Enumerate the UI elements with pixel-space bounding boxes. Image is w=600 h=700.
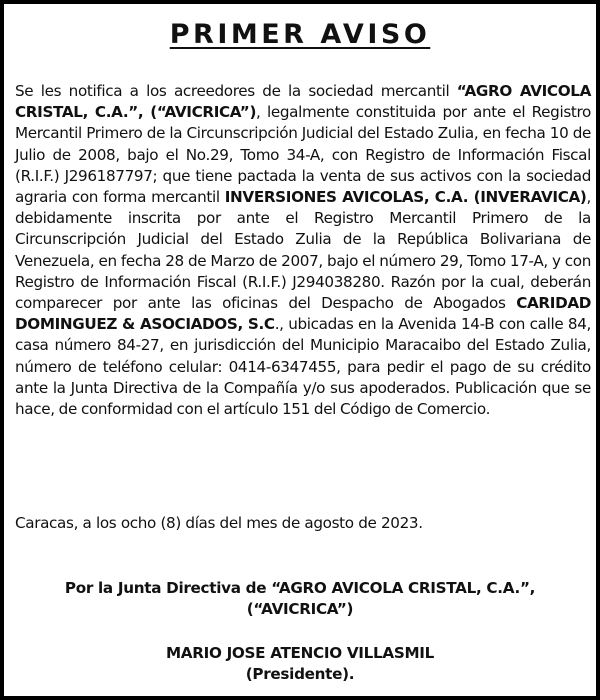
signatory-role: (Presidente). <box>245 665 355 683</box>
notice-title-text: PRIMER AVISO <box>169 19 431 50</box>
company-name-inveravica: INVERSIONES AVICOLAS, C.A. (INVERAVICA) <box>224 188 587 207</box>
law-firm-name: CARIDAD DOMINGUEZ & ASOCIADOS, S.C <box>15 294 591 334</box>
company-name-agro-avicola: “AGRO AVICOLA CRISTAL, C.A.”, (“AVICRICA”) <box>15 82 591 122</box>
body-segment: Se les notifica a los acreedores de la sociedad mercantil <box>15 82 457 100</box>
body-segment: , legalmente constituida por ante el Registro Mercantil Primero de la Circunscripción Judicial del Estado Zulia, en fecha 10 de Julio de 2008, bajo el No.29, Tomo 34-A, con Registro de Información Fiscal (R.I.F.) J296187797; que tiene pactada la venta de sus activos con la sociedad agraria con forma mercantil <box>15 103 591 207</box>
dateline: Caracas, a los ocho (8) días del mes de agosto de 2023. <box>15 514 423 532</box>
notice-title <box>4 18 596 52</box>
notice-frame <box>4 4 596 696</box>
body-segment: , debidamente inscrita por ante el Registro Mercantil Primero de la Circunscripción Judicial del Estado Zulia de la República Bolivariana de Venezuela, en fecha 28 de Marzo de 2007, bajo el número 29, Tomo 17-A, y con Registro de Información Fiscal (R.I.F.) J294038280. Razón por la cual, deberán comparecer por ante las oficinas del Despacho de Abogados <box>15 188 591 313</box>
body-segment: ., ubicadas en la Avenida 14-B con calle 84, casa número 84-27, en jurisdicción del Municipio Maracaibo del Estado Zulia, número de teléfono celular: 0414-6347455, para pedir el pago de su crédito ante la Junta Directiva de la Compañía y/o sus apoderados. Publicación que se hace, de conformidad con el artículo 151 del Código de Comercio. <box>15 315 591 419</box>
signatory-name: MARIO JOSE ATENCIO VILLASMIL <box>165 644 435 662</box>
signature-board-line: Por la Junta Directiva de “AGRO AVICOLA CRISTAL, C.A.”, <box>64 579 536 597</box>
notice-body-paragraph <box>15 81 591 420</box>
signature-company-abbrev: (“AVICRICA”) <box>246 600 354 618</box>
